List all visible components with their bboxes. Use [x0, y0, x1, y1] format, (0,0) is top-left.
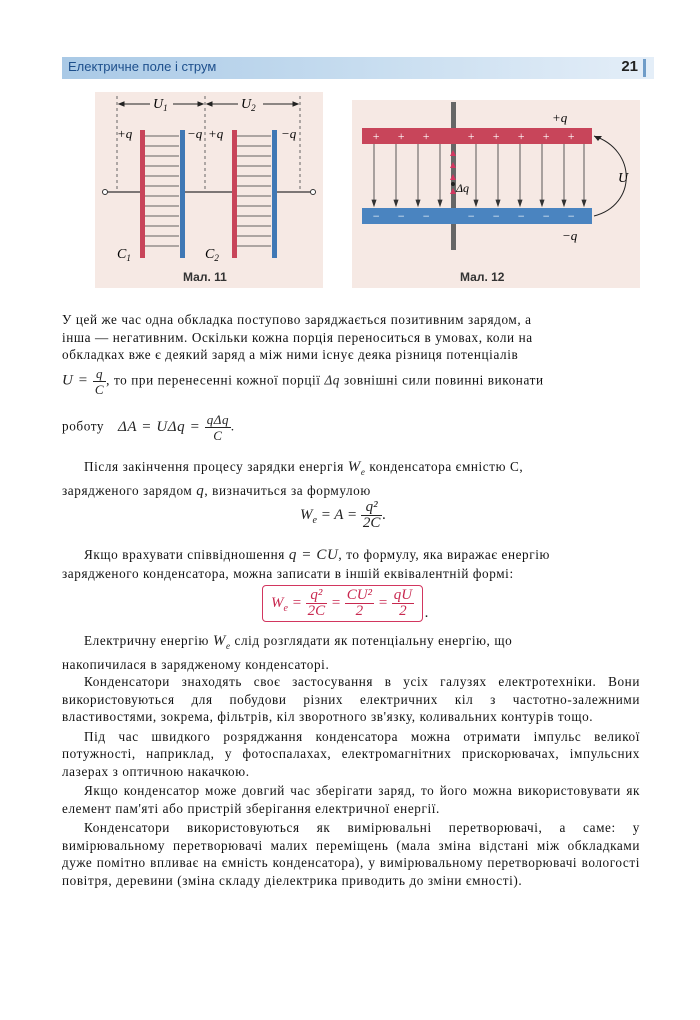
formula-q-inline: q [196, 482, 205, 499]
formula-box-energy: $W_e$ = $\frac{\text{q²}}{2C}$ = $\frac{\text{CU²}}{2}$ = $\frac{qU}{2}$ [262, 585, 423, 622]
svg-text:−: − [517, 209, 526, 223]
paragraph-8: Конденсатори використовуються як вимірювальні перетворювачі, а саме: у вимірювальному перетворювачі малих переміщень (мала зміна відстані між обкладками дуже помітно впливає на ємність конденсатора), у вимірювальному перетворювачі вологості повітря, деревини (зміна складу діелектрика приводить до зміни ємності). [62, 820, 640, 888]
header-title: Електричне поле і струм [68, 59, 217, 74]
paragraph-6: Під час швидкого розряджання конденсатора можна отримати імпульс великої потужності, наприклад, у фотоспалахах, електромагнітних прискорювачах, імпульсних лазерах з оптичною накачкою. [62, 728, 640, 779]
plus-q-label: +q [552, 110, 568, 125]
svg-text:−: − [467, 209, 476, 223]
formula-energy: $W_e = A$ = $\frac{\text{q²}}{2C}$ . [300, 499, 387, 531]
paragraph-2 [62, 458, 640, 500]
figure-11-caption: Мал. 11 [183, 270, 227, 284]
c1-plus-q: +q [117, 126, 133, 141]
svg-text:−: − [567, 209, 576, 223]
c2-plus-q: +q [208, 126, 224, 141]
header-divider [643, 59, 646, 77]
formula-work: ΔA = UΔq = [118, 418, 201, 435]
c2-plate-positive [232, 130, 237, 258]
p3-line-2: зарядженого конденсатора, можна записати в іншій еквівалентній формі: [62, 565, 514, 581]
formula-u: U = [62, 372, 93, 389]
svg-text:+: + [517, 129, 526, 143]
formula-we-inline-2: $W_e$ [212, 633, 231, 651]
page-number: 21 [621, 58, 638, 75]
dq-label: Δq [456, 181, 470, 195]
p1-line-1: У цей же час одна обкладка поступово заряджається позитивним зарядом, а [62, 312, 532, 327]
svg-text:+: + [467, 129, 476, 143]
svg-text:−: − [397, 209, 406, 223]
paragraph-1 [62, 311, 640, 364]
page-header [62, 57, 654, 79]
formula-dq: Δq [324, 372, 340, 388]
p3-line-1: Якщо врахувати співвідношення q = CU, то формулу, яка виражає енергію [84, 547, 550, 563]
c2-label: $C_2$ [205, 247, 219, 263]
formula-energy-fraction: $\frac{\text{q²}}{2C}$ [362, 499, 381, 531]
p4-line-2: накопичилася в зарядженому конденсаторі. [62, 656, 330, 672]
formula-q-cu: q = CU [288, 547, 339, 563]
formula-we-inline: $W_e$ [347, 459, 366, 477]
svg-text:−: − [542, 209, 551, 223]
paragraph-7: Якщо конденсатор може довгий час зберігати заряд, то його можна використовувати як елемент пам'яті або пристрій зберігання електричної енергії. [62, 783, 640, 816]
c2-plate-negative [272, 130, 277, 258]
svg-text:+: + [397, 129, 406, 143]
c1-plate-positive [140, 130, 145, 258]
svg-text:−: − [372, 209, 381, 223]
minus-q-label: −q [562, 228, 578, 243]
svg-text:−: − [422, 209, 431, 223]
svg-text:−: − [492, 209, 501, 223]
c1-minus-q: −q [187, 126, 203, 141]
p1-line-3: обкладках вже є деякий заряд а між ними існує деяка різниця потенціалів [62, 347, 519, 362]
p2-line-1: Після закінчення процесу зарядки енергія $W_e$ конденсатора ємністю С, [84, 459, 524, 477]
svg-text:+: + [422, 129, 431, 143]
formula-u-fraction: $\frac{q}{C}$ [94, 366, 105, 397]
svg-text:+: + [372, 129, 381, 143]
u2-label: $U_2$ [241, 97, 256, 113]
p4-line-1: Електричну енергію $W_e$ слід розглядати як потенціальну енергію, що [84, 633, 513, 651]
figure-11-diagram [95, 92, 323, 288]
c2-minus-q: −q [281, 126, 297, 141]
u-label: U [618, 171, 629, 186]
c1-label: $C_1$ [117, 247, 131, 263]
figure-12-diagram [352, 100, 640, 288]
svg-text:+: + [542, 129, 551, 143]
formula-work-fraction: $\frac{\text{qΔq}}{C}$ [206, 412, 230, 443]
paragraph-3 [62, 546, 640, 582]
c1-plate-negative [180, 130, 185, 258]
figure-12 [352, 100, 640, 288]
paragraph-4-onwards [62, 632, 640, 889]
figure-12-caption: Мал. 12 [460, 270, 505, 284]
svg-text:+: + [567, 129, 576, 143]
p2-line-2: зарядженого зарядом q, визначиться за формулою [62, 482, 371, 499]
paragraph-5: Конденсатори знаходять своє застосування в усіх галузях електротехніки. Вони використовуються для побудови різних електричних кіл з частотно-залежними властивостями, зокрема, фільтрів, кіл зворотного зв'язку, коливальних контурів тощо. [62, 674, 640, 724]
figure-11 [95, 92, 323, 288]
p1-line-5: роботу ΔA = UΔq = $\frac{\text{qΔq}}{C}$ . [62, 412, 236, 443]
p1-line-4: U = $\frac{q}{C}$ , то при перенесенні кожної порції Δq зовнішні сили повинні виконати [62, 366, 544, 397]
svg-text:+: + [492, 129, 501, 143]
p1-line-2: інша — негативним. Оскільки кожна порція переноситься в умовах, коли на [62, 329, 533, 345]
u1-label: $U_1$ [153, 97, 168, 113]
